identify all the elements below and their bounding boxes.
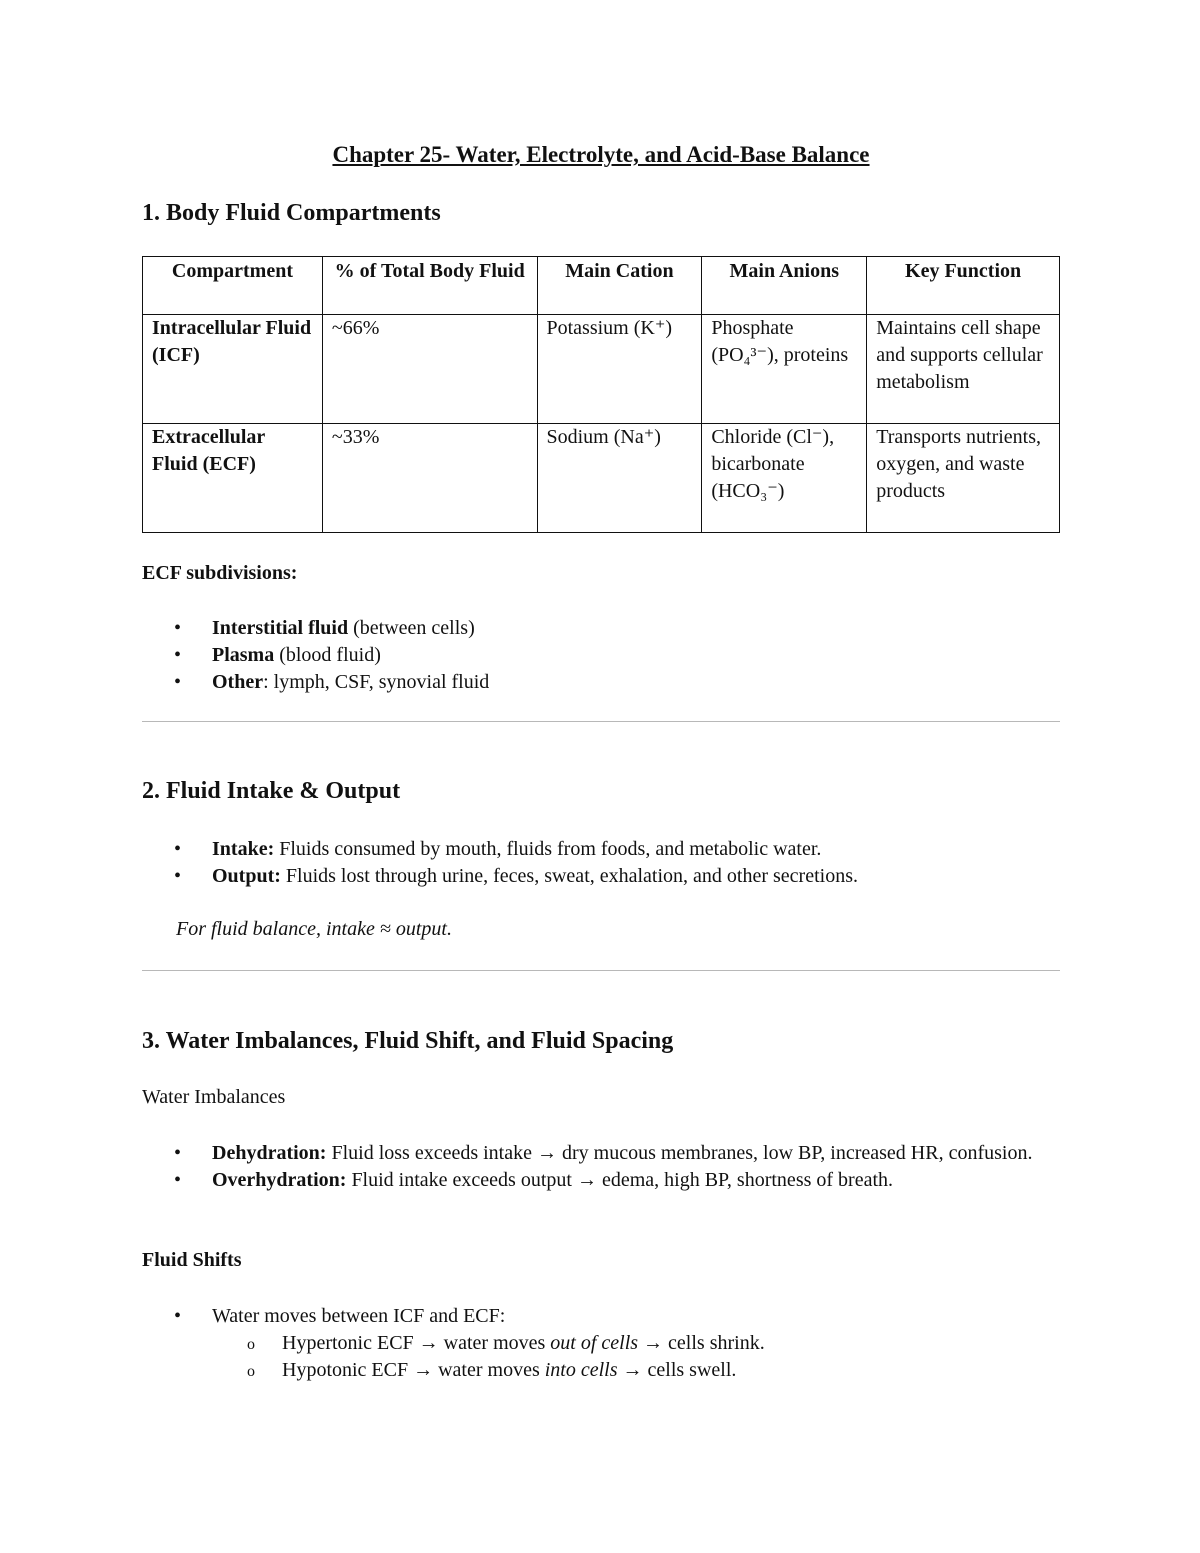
sublist-item <box>142 1357 765 1384</box>
intake-output-list <box>142 836 858 890</box>
list-item <box>142 642 489 669</box>
sublist-text: → cells swell. <box>617 1359 737 1381</box>
fluid-balance-note: For fluid balance, intake ≈ output. <box>176 918 452 940</box>
sublist-text: Hypertonic ECF → water moves <box>282 1332 551 1354</box>
list-term: Dehydration: <box>212 1142 327 1164</box>
sublist-text: → cells shrink. <box>638 1332 765 1354</box>
table-header: Main Anions <box>702 257 867 315</box>
fluid-shifts-label: Fluid Shifts <box>142 1249 242 1271</box>
table-row <box>143 315 1060 424</box>
list-item <box>142 1167 1060 1194</box>
table-header: Main Cation <box>537 257 702 315</box>
list-term: Plasma <box>212 644 275 666</box>
list-item <box>142 1140 1060 1167</box>
list-desc: Fluid intake exceeds output → edema, high BP, shortness of breath. <box>346 1169 894 1191</box>
table-header-row <box>143 257 1060 315</box>
list-term: Output: <box>212 865 281 887</box>
table-cell: Sodium (Na⁺) <box>537 424 702 533</box>
water-imbalances-label: Water Imbalances <box>142 1086 286 1108</box>
table-header: % of Total Body Fluid <box>322 257 537 315</box>
ecf-subdivisions-label: ECF subdivisions: <box>142 562 298 584</box>
list-desc: (blood fluid) <box>274 644 381 666</box>
table-cell: Maintains cell shape and supports cellular metabolism <box>867 315 1060 424</box>
sublist-text: Hypotonic ECF → water moves <box>282 1359 545 1381</box>
table-cell: Potassium (K⁺) <box>537 315 702 424</box>
list-desc: : lymph, CSF, synovial fluid <box>263 671 490 693</box>
section1-heading: 1. Body Fluid Compartments <box>142 200 441 226</box>
list-desc: Fluid loss exceeds intake → dry mucous membranes, low BP, increased HR, confusion. <box>326 1142 1033 1164</box>
list-desc: Fluids consumed by mouth, fluids from foods, and metabolic water. <box>274 838 822 860</box>
section2-heading: 2. Fluid Intake & Output <box>142 778 401 804</box>
table-cell: Transports nutrients, oxygen, and waste products <box>867 424 1060 533</box>
list-item <box>142 669 489 696</box>
list-item <box>142 615 489 642</box>
list-term: Overhydration: <box>212 1169 347 1191</box>
section3-heading: 3. Water Imbalances, Fluid Shift, and Fluid Spacing <box>142 1028 674 1054</box>
water-imbalances-list <box>142 1140 1060 1194</box>
list-text: Water moves between ICF and ECF: <box>212 1305 506 1327</box>
table-cell: Chloride (Cl⁻), bicarbonate (HCO₃⁻) <box>702 424 867 533</box>
table-cell: ~66% <box>322 315 537 424</box>
sublist-emphasis: out of cells <box>550 1332 639 1354</box>
horizontal-rule <box>142 721 1060 722</box>
sublist-item <box>142 1330 765 1357</box>
table-cell: Extracellular Fluid (ECF) <box>143 424 323 533</box>
list-item <box>142 863 858 890</box>
table-header: Compartment <box>143 257 323 315</box>
list-term: Interstitial fluid <box>212 617 349 639</box>
table-header: Key Function <box>867 257 1060 315</box>
table-cell: Intracellular Fluid (ICF) <box>143 315 323 424</box>
table-row <box>143 424 1060 533</box>
body-fluid-table <box>142 256 1060 533</box>
list-term: Other <box>212 671 264 693</box>
ecf-subdivision-list <box>142 615 489 696</box>
fluid-shifts-sublist <box>212 1330 765 1384</box>
chapter-title: Chapter 25- Water, Electrolyte, and Acid-Base Balance <box>332 142 870 167</box>
list-item <box>142 1303 765 1384</box>
fluid-shifts-list <box>142 1303 765 1384</box>
table-cell: ~33% <box>322 424 537 533</box>
list-desc: (between cells) <box>348 617 475 639</box>
list-item <box>142 836 858 863</box>
list-desc: Fluids lost through urine, feces, sweat, exhalation, and other secretions. <box>280 865 858 887</box>
horizontal-rule <box>142 970 1060 971</box>
table-cell: Phosphate (PO₄³⁻), proteins <box>702 315 867 424</box>
sublist-emphasis: into cells <box>544 1359 618 1381</box>
list-term: Intake: <box>212 838 275 860</box>
